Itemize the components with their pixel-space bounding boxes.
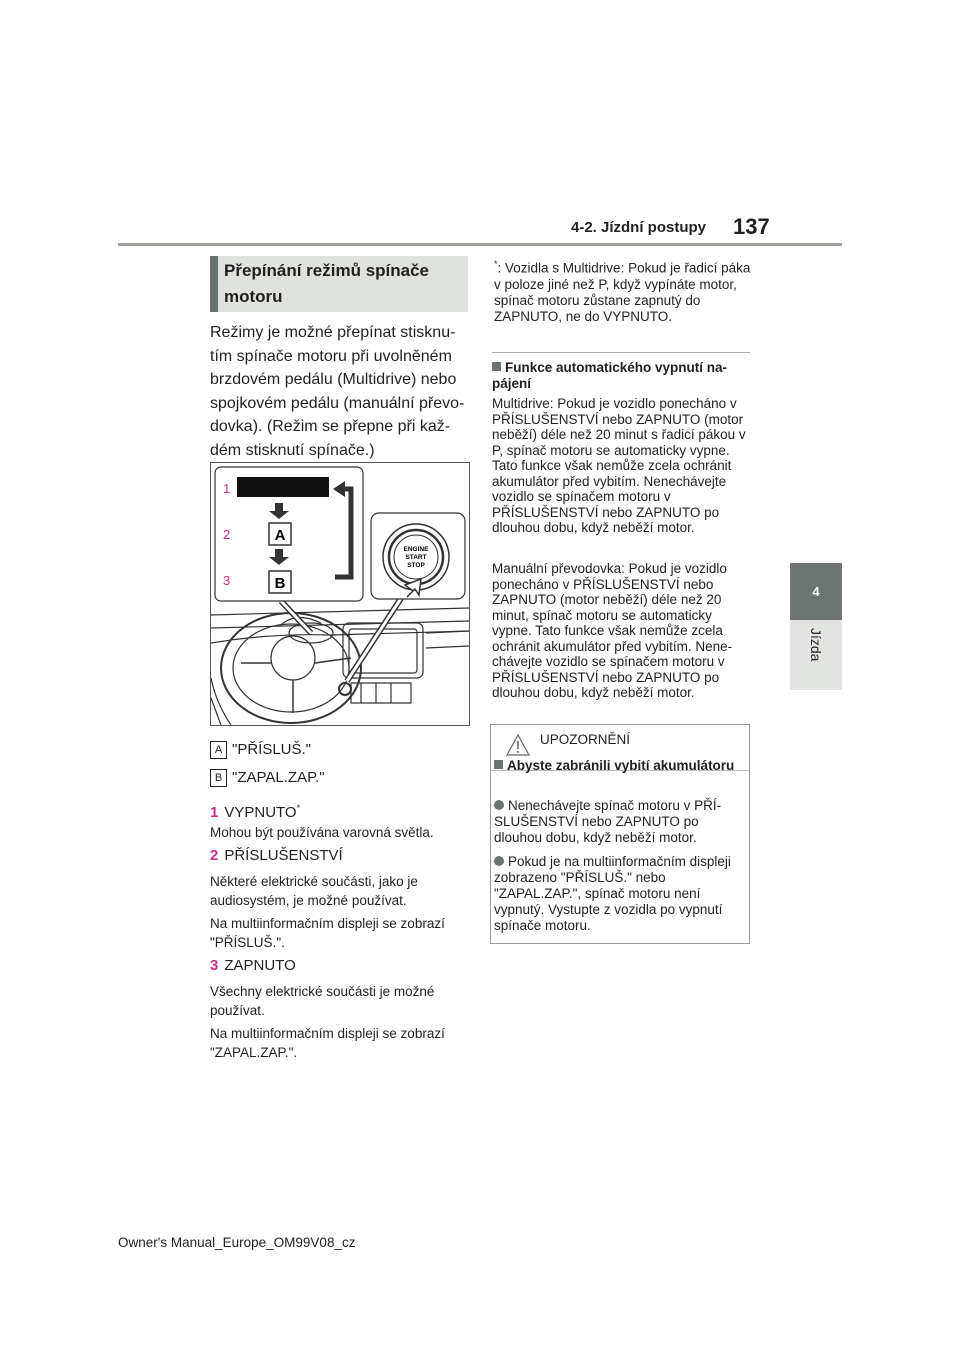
mode-3-name: ZAPNUTO bbox=[224, 957, 296, 974]
auto-off-paragraph-multidrive: Multidrive: Pokud je vozidlo ponecháno v PŘÍSLUŠENSTVÍ nebo ZAPNUTO (motor neběží) déle než 20 minut s řadicí pákou v P, spínač motoru se automaticky vypne. Tato funkce však nemůže zcela ochránit akumulátor před vybitím. Nenechávejte vozidlo se spínačem motoru v PŘÍSLUŠENSTVÍ nebo ZAPNUTO po dlouhou dobu, když neběží motor. bbox=[492, 396, 746, 535]
legend-text-b: "ZAPAL.ZAP." bbox=[232, 769, 325, 786]
mode-2-name: PŘÍSLUŠENSTVÍ bbox=[224, 847, 343, 864]
button-text-stop: STOP bbox=[407, 562, 425, 569]
bullet-dot-icon bbox=[494, 800, 504, 810]
page-footer: Owner's Manual_Europe_OM99V08_cz bbox=[118, 1235, 356, 1250]
footnote-text: : Vozidla s Multidrive: Pokud je řadicí páka v poloze jiné než P, když vypínáte motor, spínač motoru zůstane zapnutý do ZAPNUTO, ne do VYPNUTO. bbox=[494, 260, 751, 324]
mode-3-desc-1: Všechny elektrické součásti je možné používat. bbox=[210, 984, 435, 1018]
bullet-dot-icon bbox=[494, 856, 504, 866]
step-number-3: 3 bbox=[223, 573, 231, 588]
step-number-1: 1 bbox=[223, 481, 231, 496]
mode-2-desc-1: Některé elektrické součásti, jako je audiosystém, je možné používat. bbox=[210, 874, 418, 908]
engine-switch-illustration bbox=[210, 462, 470, 726]
warning-triangle-icon bbox=[505, 733, 531, 757]
legend-badge-a: A bbox=[210, 741, 227, 759]
warning-bullet-2: Pokud je na multiinformačním displeji zobrazeno "PŘÍSLUŠ." nebo "ZAPAL.ZAP.", spínač motoru není vypnutý. Vystupte z vozidla po vypnutí spínače motoru. bbox=[494, 854, 731, 933]
button-text-start: START bbox=[405, 554, 427, 561]
chapter-tab-number: 4 bbox=[790, 563, 842, 620]
mode-3-desc-2: Na multiinformačním displeji se zobrazí "ZAPAL.ZAP.". bbox=[210, 1026, 445, 1060]
legend-badge-b: B bbox=[210, 769, 227, 787]
header-rule bbox=[118, 243, 842, 246]
dashboard-drawing bbox=[211, 463, 469, 725]
step-number-2: 2 bbox=[223, 527, 231, 542]
mode-3-number: 3 bbox=[210, 957, 219, 974]
chapter-tab-label: Jízda bbox=[808, 628, 824, 662]
legend-b bbox=[210, 768, 325, 788]
button-text-engine: ENGINE bbox=[403, 546, 429, 553]
mode-1-title bbox=[210, 798, 300, 823]
mode-2-title bbox=[210, 846, 343, 866]
mode-3-title bbox=[210, 956, 296, 976]
step-box-a: A bbox=[274, 527, 286, 544]
warning-bullet-1: Nenechávejte spínač motoru v PŘÍSLUŠENSTVÍ nebo ZAPNUTO po dlouhou dobu, když neběží motor. bbox=[494, 798, 722, 845]
page-number: 137 bbox=[733, 214, 770, 239]
section-title: Přepínání režimů spínače motoru bbox=[224, 261, 430, 306]
mode-2-desc-2: Na multiinformačním displeji se zobrazí "PŘÍSLUŠ.". bbox=[210, 916, 445, 950]
legend-a bbox=[210, 740, 311, 760]
heading-square-icon bbox=[494, 760, 503, 769]
display-off-bar bbox=[237, 477, 329, 497]
warning-title: UPOZORNĚNÍ bbox=[540, 732, 631, 747]
step-box-b: B bbox=[274, 575, 286, 592]
mode-1-number: 1 bbox=[210, 804, 219, 821]
footnote-mark: * bbox=[494, 259, 498, 269]
section-title-bar bbox=[210, 256, 218, 312]
running-header-section: 4-2. Jízdní postupy bbox=[571, 219, 707, 236]
auto-off-paragraph-manual: Manuální převodovka: Pokud je vozidlo ponecháno v PŘÍSLUŠENSTVÍ nebo ZAPNUTO (motor neběží) déle než 20 minut, spínač motoru se automaticky vypne. Tato funkce však nemůže zcela ochránit akumulátor před vybitím. Nenechávejte vozidlo se spínačem motoru v PŘÍSLUŠENSTVÍ nebo ZAPNUTO po dlouhou dobu, když neběží motor. bbox=[492, 561, 733, 700]
mode-1-footnote-mark: * bbox=[296, 803, 301, 813]
intro-paragraph: Režimy je možné přepínat stisknutím spínače motoru při uvolněném brzdovém pedálu (Multidrive) nebo spojkovém pedálu (manuální převodovka). (Režim se přepne při každém stisknutí spínače.) bbox=[210, 324, 465, 459]
divider bbox=[492, 352, 750, 353]
mode-1-name: VYPNUTO bbox=[224, 804, 297, 821]
legend-text-a: "PŘÍSLUŠ." bbox=[232, 741, 312, 758]
auto-off-heading: Funkce automatického vypnutí napájení bbox=[492, 360, 728, 391]
warning-subheading: Abyste zabránili vybití akumulátoru bbox=[494, 758, 744, 774]
heading-square-icon bbox=[492, 362, 501, 371]
footnote bbox=[494, 256, 756, 325]
mode-2-number: 2 bbox=[210, 847, 219, 864]
mode-1-desc: Mohou být používána varovná světla. bbox=[210, 825, 434, 840]
